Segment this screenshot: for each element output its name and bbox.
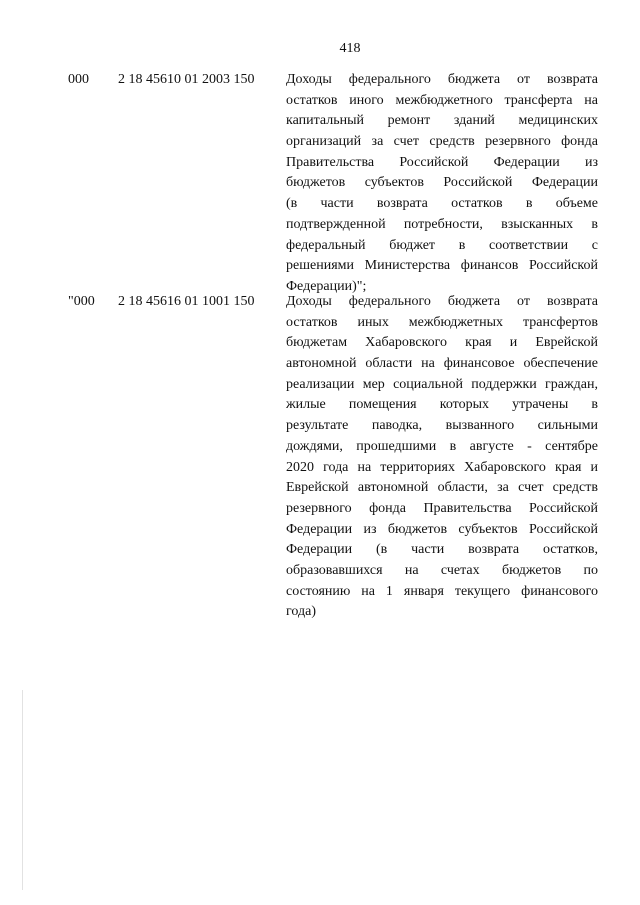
description-line: жилые помещения которых утрачены в — [286, 397, 598, 413]
description-line: подтвержденной потребности, взысканных в — [286, 216, 598, 232]
income-description — [286, 292, 598, 623]
description-line: Правительства Российской Федерации из — [286, 154, 598, 170]
description-line: состоянию на 1 января текущего финансового — [286, 583, 598, 599]
description-line: результате паводка, вызванного сильными — [286, 418, 598, 434]
description-line: организаций за счет средств резервного фонда — [286, 134, 598, 150]
description-line: Еврейской автономной области, за счет средств — [286, 480, 598, 496]
description-line: капитальный ремонт зданий медицинских — [286, 113, 598, 129]
admin-code: "000 — [68, 294, 95, 309]
description-line: бюджетов субъектов Российской Федерации — [286, 175, 598, 191]
description-line: автономной области на финансовое обеспечение — [286, 356, 598, 372]
scan-edge-line — [22, 690, 23, 890]
description-line: реализации мер социальной поддержки граждан, — [286, 376, 598, 392]
description-line: года) — [286, 604, 316, 620]
description-line: образовавшихся на счетах бюджетов по — [286, 562, 598, 578]
description-line: Федерации (в части возврата остатков, — [286, 542, 598, 558]
income-description — [286, 70, 598, 298]
classification-code: 2 18 45610 01 2003 150 — [118, 72, 255, 87]
description-line: 2020 года на территориях Хабаровского края и — [286, 459, 598, 475]
description-line: дождями, прошедшими в августе - сентябре — [286, 438, 598, 454]
description-line: остатков иных межбюджетных трансфертов — [286, 314, 598, 330]
description-line: (в части возврата остатков в объеме — [286, 196, 598, 212]
description-line: остатков иного межбюджетного трансферта на — [286, 92, 598, 108]
description-line: Доходы федерального бюджета от возврата — [286, 72, 598, 87]
description-line: Доходы федерального бюджета от возврата — [286, 294, 598, 309]
description-line: резервного фонда Правительства Российской — [286, 500, 598, 516]
description-line: федеральный бюджет в соответствии с — [286, 237, 598, 253]
admin-code: 000 — [68, 72, 89, 87]
description-line: бюджетам Хабаровского края и Еврейской — [286, 335, 598, 351]
classification-code: 2 18 45616 01 1001 150 — [118, 294, 255, 309]
description-line: Федерации)"; — [286, 278, 367, 294]
description-line: Федерации из бюджетов субъектов Российской — [286, 521, 598, 537]
description-line: решениями Министерства финансов Российской — [286, 258, 598, 274]
page-number: 418 — [339, 41, 361, 56]
